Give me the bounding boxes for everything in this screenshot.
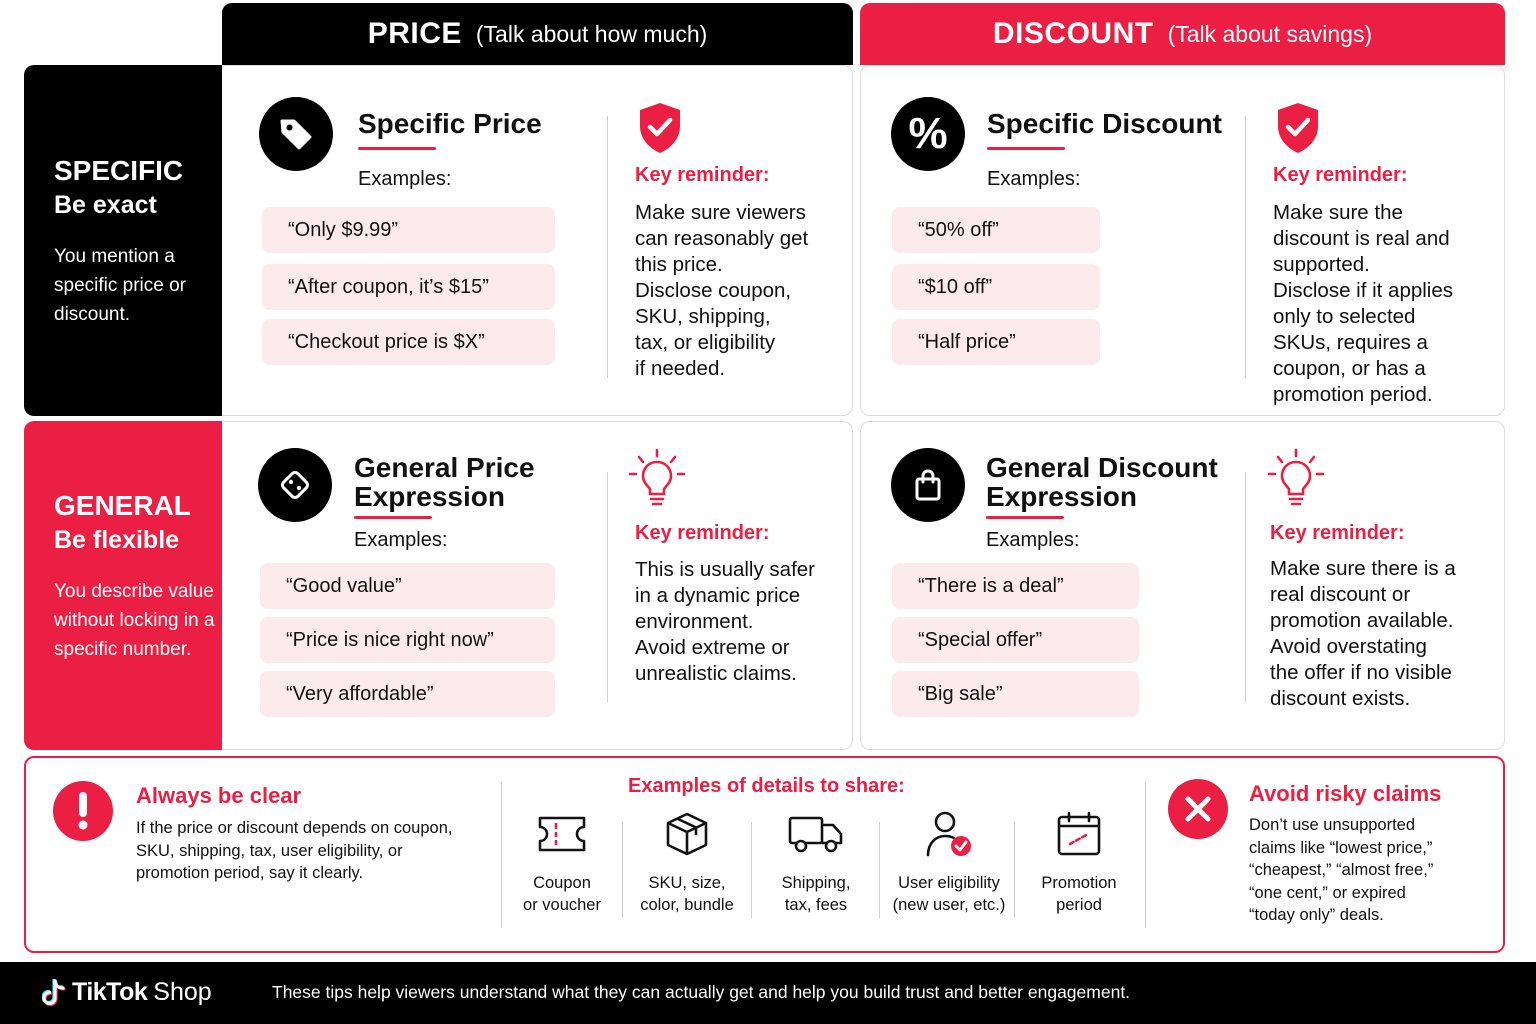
tips-box xyxy=(24,756,1505,953)
detail-coupon: Coupon or voucher xyxy=(497,808,627,916)
lightbulb-icon xyxy=(1266,448,1326,515)
specific-row-subtitle: Be exact xyxy=(54,191,157,219)
divider xyxy=(607,472,608,702)
example-pill: “50% off” xyxy=(892,207,1100,253)
title-underline xyxy=(354,516,432,519)
always-clear-title: Always be clear xyxy=(136,783,302,808)
tiktok-shop-logo xyxy=(42,978,212,1007)
key-reminder-label: Key reminder: xyxy=(635,164,770,186)
specific-price-cell xyxy=(222,65,853,416)
example-pill: “$10 off” xyxy=(892,264,1100,310)
specific-row-title: SPECIFIC xyxy=(54,155,184,186)
example-pill: “Half price” xyxy=(892,319,1100,365)
key-reminder-text: Make sure viewers can reasonably get this price. Disclose coupon, SKU, shipping, tax, or eligibility if needed. xyxy=(635,201,809,380)
examples-label: Examples: xyxy=(986,529,1080,551)
examples-label: Examples: xyxy=(358,168,452,190)
specific-discount-title: Specific Discount xyxy=(987,108,1222,139)
general-discount-cell xyxy=(860,421,1505,750)
box-icon xyxy=(622,808,752,860)
example-pill: “After coupon, it’s $15” xyxy=(262,264,555,310)
exclamation-icon xyxy=(53,781,113,841)
discount-column-subtitle: (Talk about savings) xyxy=(1167,20,1373,47)
footer-text: These tips help viewers understand what they can actually get and help you build trust and better engagement. xyxy=(272,982,1131,1002)
general-price-title: General Price Expression xyxy=(354,452,535,512)
calendar-icon xyxy=(1014,808,1144,860)
general-discount-title: General Discount Expression xyxy=(986,452,1218,512)
key-reminder-label: Key reminder: xyxy=(1270,522,1405,544)
avoid-risky-text: Don’t use unsupported claims like “lowest price,” “cheapest,” “almost free,” “one cent,” or expired “today only” deals. xyxy=(1249,816,1434,924)
divider xyxy=(1245,472,1246,702)
discount-column-header xyxy=(860,3,1505,65)
title-underline xyxy=(987,147,1065,150)
general-row-subtitle: Be flexible xyxy=(54,526,180,554)
examples-label: Examples: xyxy=(354,529,448,551)
divider xyxy=(1245,116,1246,378)
general-row-header xyxy=(24,421,222,750)
brand-name-bold: TikTok xyxy=(72,978,148,1006)
price-column-subtitle: (Talk about how much) xyxy=(475,20,708,47)
price-column-header xyxy=(222,3,853,65)
examples-label: Examples: xyxy=(987,168,1081,190)
shield-check-icon xyxy=(1275,101,1321,160)
footer xyxy=(0,962,1536,1024)
user-check-icon xyxy=(884,808,1014,860)
price-column-title: PRICE xyxy=(367,17,462,50)
detail-shipping: Shipping, tax, fees xyxy=(751,808,881,916)
title-underline xyxy=(358,147,436,150)
specific-price-title: Specific Price xyxy=(358,108,542,139)
detail-user: User eligibility (new user, etc.) xyxy=(884,808,1014,916)
price-tag-icon xyxy=(259,97,333,171)
key-reminder-text: This is usually safer in a dynamic price environment. Avoid extreme or unrealistic claims. xyxy=(635,558,816,685)
tiktok-note-icon xyxy=(42,979,66,1007)
divider xyxy=(1145,782,1146,928)
key-reminder-label: Key reminder: xyxy=(635,522,770,544)
always-clear-text: If the price or discount depends on coupon, SKU, shipping, tax, user eligibility, or promotion period, say it clearly. xyxy=(136,819,453,882)
brand-name-light: Shop xyxy=(153,978,212,1006)
example-pill: “There is a deal” xyxy=(892,563,1139,609)
key-reminder-text: Make sure the discount is real and supported. Disclose if it applies only to selected SKUs, requires a coupon, or has a promotion period. xyxy=(1273,201,1454,406)
key-reminder-text: Make sure there is a real discount or promotion available. Avoid overstating the offer if no visible discount exists. xyxy=(1270,557,1456,710)
general-row-description: You describe value without locking in a specific number. xyxy=(54,581,215,660)
general-row-title: GENERAL xyxy=(54,490,191,521)
example-pill: “Only $9.99” xyxy=(262,207,555,253)
discount-column-title: DISCOUNT xyxy=(992,17,1154,50)
detail-sku: SKU, size, color, bundle xyxy=(622,808,752,916)
coupon-icon xyxy=(497,808,627,860)
price-tag-outline-icon xyxy=(258,448,332,522)
specific-discount-cell xyxy=(860,65,1505,416)
example-pill: “Big sale” xyxy=(892,671,1139,717)
general-price-cell xyxy=(222,421,853,750)
example-pill: “Very affordable” xyxy=(260,671,555,717)
percent-icon: % xyxy=(891,97,965,171)
example-pill: “Special offer” xyxy=(892,617,1139,663)
divider xyxy=(607,116,608,378)
example-pill: “Good value” xyxy=(260,563,555,609)
divider xyxy=(879,822,880,918)
x-icon xyxy=(1168,779,1228,839)
example-pill: “Price is nice right now” xyxy=(260,617,555,663)
specific-row-header xyxy=(24,65,222,416)
key-reminder-label: Key reminder: xyxy=(1273,164,1408,186)
title-underline xyxy=(986,516,1064,519)
avoid-risky-title: Avoid risky claims xyxy=(1249,781,1442,806)
shopping-bag-icon xyxy=(891,448,965,522)
shield-check-icon xyxy=(637,101,683,160)
example-pill: “Checkout price is $X” xyxy=(262,319,555,365)
specific-row-description: You mention a specific price or discount. xyxy=(54,246,186,325)
lightbulb-icon xyxy=(627,448,687,515)
detail-promotion: Promotion period xyxy=(1014,808,1144,916)
details-title: Examples of details to share: xyxy=(628,775,905,797)
truck-icon xyxy=(751,808,881,860)
